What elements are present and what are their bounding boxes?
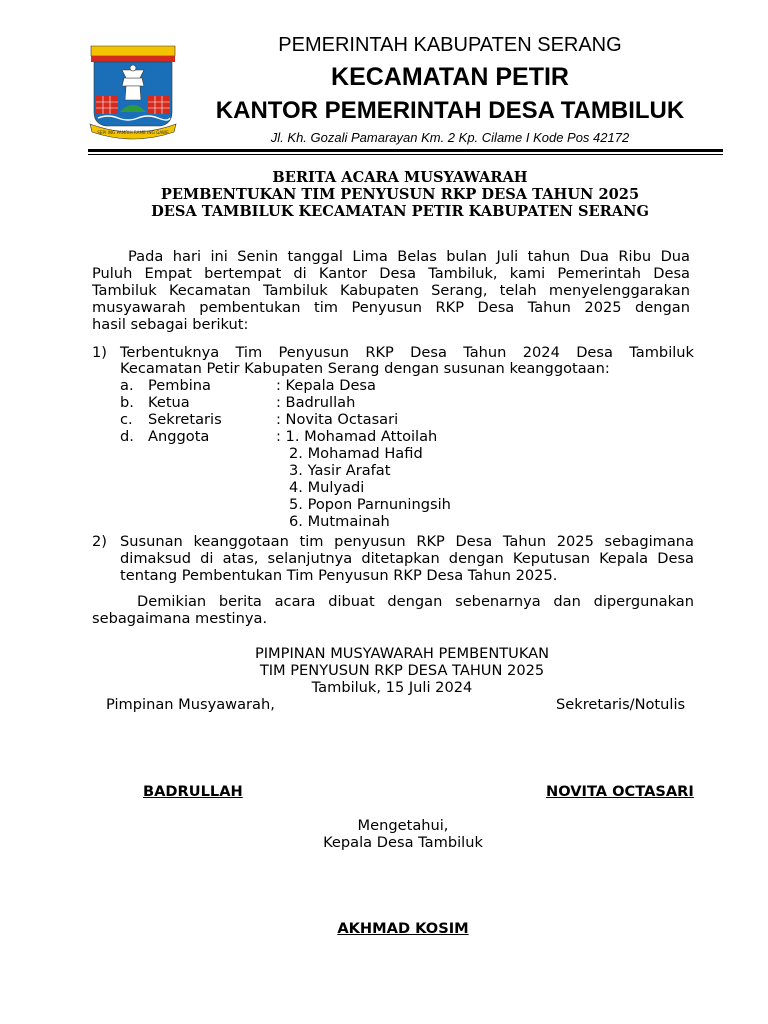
- intro-line: musyawarah pembentukan tim Penyusun RKP Desa Tahun 2025 dengan: [92, 299, 690, 316]
- intro-line: hasil sebagai berikut:: [92, 316, 249, 333]
- role-letter: c.: [120, 411, 133, 428]
- list-number: 2): [92, 533, 107, 550]
- regency-emblem-icon: [88, 42, 178, 142]
- closing-line: sebagaimana mestinya.: [92, 610, 268, 627]
- role-value: : 1. Mohamad Attoilah: [276, 428, 438, 445]
- signature-heading: TIM PENYUSUN RKP DESA TAHUN 2025: [259, 662, 545, 679]
- role-name: Pembina: [148, 377, 211, 394]
- signature-left-title: Pimpinan Musyawarah,: [106, 696, 275, 713]
- signature-right-title: Sekretaris/Notulis: [556, 696, 686, 713]
- role-name: Sekretaris: [148, 411, 222, 428]
- role-letter: d.: [120, 428, 134, 445]
- document-title-line3: DESA TAMBILUK KECAMATAN PETIR KABUPATEN SERANG: [151, 203, 649, 220]
- village-head-title: Kepala Desa Tambiluk: [323, 834, 483, 851]
- member-item: 5. Popon Parnuningsih: [289, 496, 451, 513]
- role-value: : Kepala Desa: [276, 377, 376, 394]
- letterhead-government: PEMERINTAH KABUPATEN SERANG: [278, 34, 622, 56]
- list-item-text: Kecamatan Petir Kabupaten Serang dengan susunan keanggotaan:: [120, 360, 610, 377]
- role-value: : Novita Octasari: [276, 411, 399, 428]
- member-item: 6. Mutmainah: [289, 513, 390, 530]
- member-item: 3. Yasir Arafat: [289, 462, 391, 479]
- signature-heading: PIMPINAN MUSYAWARAH PEMBENTUKAN: [254, 645, 550, 662]
- letterhead-district: KECAMATAN PETIR: [331, 63, 569, 91]
- signature-left-name: BADRULLAH: [143, 783, 243, 800]
- list-item-text: Terbentuknya Tim Penyusun RKP Desa Tahun 2024 Desa Tambiluk: [120, 344, 694, 361]
- role-letter: b.: [120, 394, 134, 411]
- list-item-text: dimaksud di atas, selanjutnya ditetapkan dengan Keputusan Kepala Desa: [120, 550, 694, 567]
- member-item: 4. Mulyadi: [289, 479, 365, 496]
- intro-line: Puluh Empat bertempat di Kantor Desa Tambiluk, kami Pemerintah Desa: [92, 265, 690, 282]
- member-item: 2. Mohamad Hafid: [289, 445, 423, 462]
- document-title-line2: PEMBENTUKAN TIM PENYUSUN RKP DESA TAHUN 2025: [160, 186, 640, 203]
- role-name: Ketua: [148, 394, 190, 411]
- document-title-line1: BERITA ACARA MUSYAWARAH: [272, 169, 528, 186]
- closing-line: Demikian berita acara dibuat dengan sebenarnya dan dipergunakan: [137, 593, 694, 610]
- intro-line: Pada hari ini Senin tanggal Lima Belas bulan Juli tahun Dua Ribu Dua: [128, 248, 690, 265]
- list-item-text: Susunan keanggotaan tim penyusun RKP Desa Tahun 2025 sebagimana: [120, 533, 694, 550]
- intro-line: Tambiluk Kecamatan Tambiluk Kabupaten Serang, telah menyelenggarakan: [92, 282, 690, 299]
- letterhead-address: Jl. Kh. Gozali Pamarayan Km. 2 Kp. Cilame I Kode Pos 42172: [270, 130, 630, 145]
- role-letter: a.: [120, 377, 134, 394]
- regency-logo: [88, 42, 178, 142]
- role-value: : Badrullah: [276, 394, 356, 411]
- svg-text:SEPI ING PAMRIH RAME ING GAWE: SEPI ING PAMRIH RAME ING GAWE: [97, 130, 169, 135]
- letterhead-divider-thick: [88, 149, 723, 152]
- signature-right-name: NOVITA OCTASARI: [546, 783, 694, 800]
- acknowledge-label: Mengetahui,: [357, 817, 449, 834]
- list-number: 1): [92, 344, 107, 361]
- signature-place-date: Tambiluk, 15 Juli 2024: [311, 679, 473, 696]
- letterhead-office: KANTOR PEMERINTAH DESA TAMBILUK: [215, 97, 685, 124]
- letterhead-divider-thin: [88, 154, 723, 155]
- village-head-name: AKHMAD KOSIM: [337, 920, 469, 937]
- role-name: Anggota: [148, 428, 210, 445]
- list-item-text: tentang Pembentukan Tim Penyusun RKP Desa Tahun 2025.: [120, 567, 558, 584]
